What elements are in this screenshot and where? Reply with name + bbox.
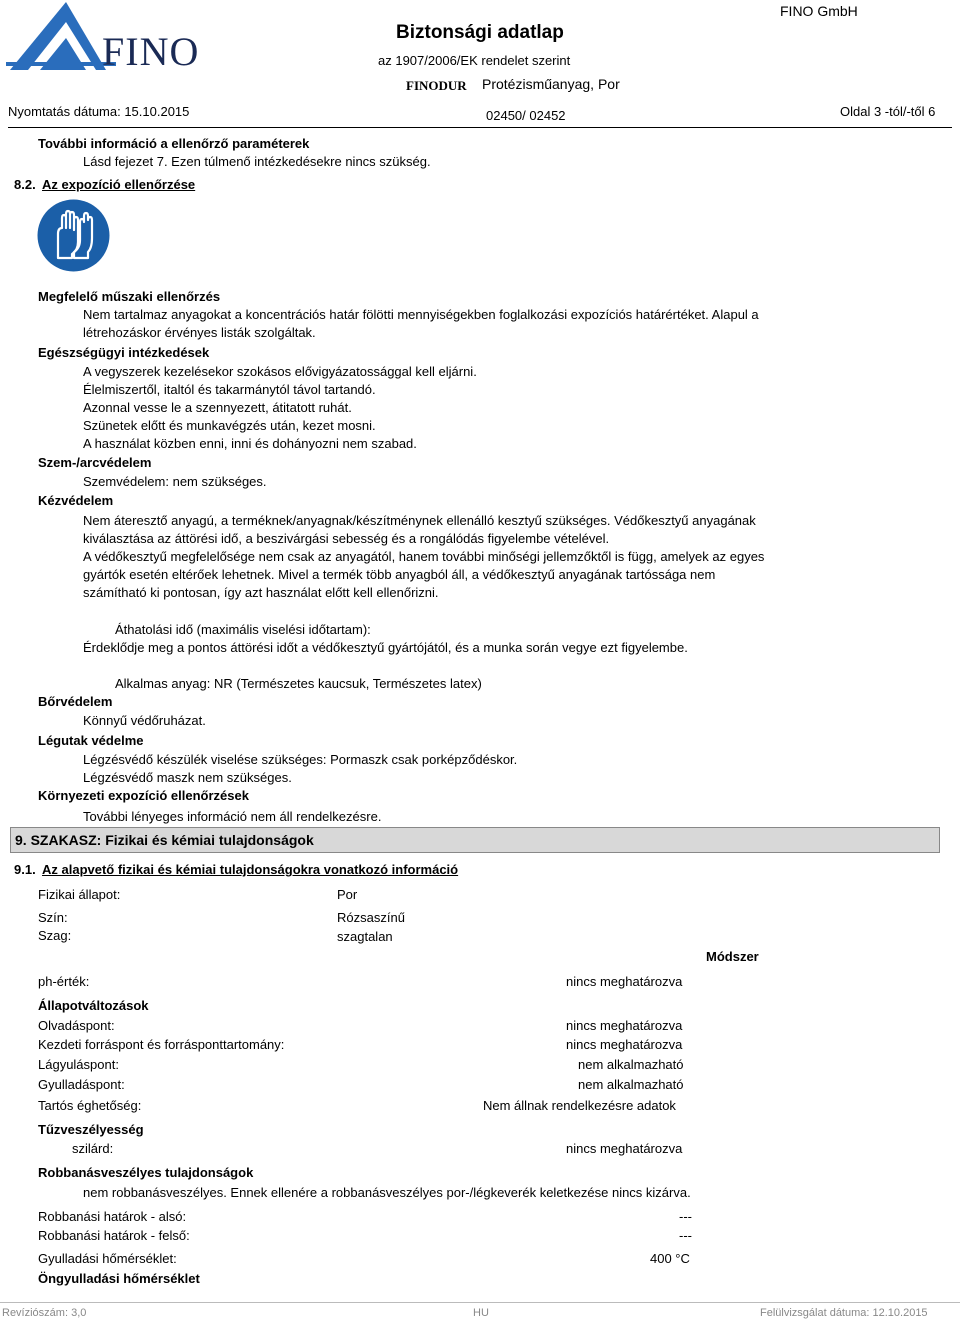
- technical-controls-text-2: létrehozáskor érvényes listák szolgáltak.: [83, 325, 316, 340]
- technical-controls-text-1: Nem tartalmaz anyagokat a koncentrációs határ fölötti mennyiségekben foglalkozási expozíciós határértéket. Alapul a: [83, 307, 759, 322]
- company-logo: [6, 0, 206, 72]
- boiling-point-label: Kezdeti forráspont és forrásponttartomány:: [38, 1037, 285, 1052]
- respiratory-line-1: Légzésvédő készülék viselése szükséges: Pormaszk csak porképződéskor.: [83, 752, 518, 767]
- solid-label: szilárd:: [72, 1141, 114, 1156]
- upper-limit-label: Robbanási határok - felső:: [38, 1228, 190, 1243]
- sustained-combustion-label: Tartós éghetőség:: [38, 1098, 142, 1113]
- eye-protection-text: Szemvédelem: nem szükséges.: [83, 474, 267, 489]
- subsection-number: 8.2.: [14, 177, 36, 192]
- page-number: Oldal 3 -tól/-től 6: [840, 104, 936, 119]
- ignition-temp-label: Gyulladási hőmérséklet:: [38, 1251, 177, 1266]
- hygiene-heading: Egészségügyi intézkedések: [38, 345, 210, 360]
- explosive-heading: Robbanásveszélyes tulajdonságok: [38, 1165, 254, 1180]
- hand-protection-line: gyártók esetén eltérőek lehetnek. Mivel a termék több anyagból áll, a védőkesztyű anyagának tartóssága nem: [83, 567, 716, 582]
- method-column-header: Módszer: [706, 949, 759, 964]
- product-code: 02450/ 02452: [486, 108, 566, 123]
- explosive-text: nem robbanásveszélyes. Ennek ellenére a robbanásveszélyes por-/légkeverék keletkezése nincs kizárva.: [83, 1185, 691, 1200]
- subsection-9-1-number: 9.1.: [14, 862, 36, 877]
- autoignition-heading: Öngyulladási hőmérséklet: [38, 1271, 200, 1286]
- hand-protection-line: számítható ki pontosan, így azt használat előtt kell ellenőrizni.: [83, 585, 439, 600]
- eye-protection-heading: Szem-/arcvédelem: [38, 455, 152, 470]
- hand-protection-line: Nem áteresztő anyagú, a terméknek/anyagnak/készítménynek ellenálló kesztyű szükséges. Védőkesztyű anyagának: [83, 513, 756, 528]
- footer-divider: [0, 1302, 960, 1303]
- physical-state-label: Fizikai állapot:: [38, 887, 121, 902]
- hygiene-line: A vegyszerek kezelésekor szokásos elővigyázatossággal kell eljárni.: [83, 364, 477, 379]
- control-parameters-heading: További információ a ellenőrző paraméterek: [38, 136, 310, 151]
- skin-protection-heading: Bőrvédelem: [38, 694, 113, 709]
- review-date: Felülvizsgálat dátuma: 12.10.2015: [760, 1307, 928, 1319]
- physical-state-value: Por: [337, 887, 358, 902]
- protective-gloves-icon: [36, 198, 111, 273]
- skin-protection-text: Könnyű védőruházat.: [83, 713, 206, 728]
- header-divider: [8, 127, 952, 128]
- lower-limit-value: ---: [679, 1209, 692, 1224]
- subsection-9-1-title: Az alapvető fizikai és kémiai tulajdonságokra vonatkozó információ: [42, 862, 459, 877]
- technical-controls-heading: Megfelelő műszaki ellenőrzés: [38, 289, 221, 304]
- upper-limit-value: ---: [679, 1228, 692, 1243]
- flash-point-value: nem alkalmazható: [578, 1077, 684, 1092]
- respiratory-heading: Légutak védelme: [38, 733, 144, 748]
- environmental-text: További lényeges információ nem áll rendelkezésre.: [83, 809, 382, 824]
- ignition-temp-value: 400 °C: [650, 1251, 690, 1266]
- glove-material: Alkalmas anyag: NR (Természetes kaucsuk, Természetes latex): [115, 676, 482, 691]
- ph-value: nincs meghatározva: [566, 974, 683, 989]
- odor-label: Szag:: [38, 928, 72, 943]
- melting-point-label: Olvadáspont:: [38, 1018, 115, 1033]
- ph-label: ph-érték:: [38, 974, 90, 989]
- hygiene-line: Azonnal vesse le a szennyezett, átitatott ruhát.: [83, 400, 352, 415]
- lower-limit-label: Robbanási határok - alsó:: [38, 1209, 187, 1224]
- company-name: FINO GmbH: [780, 3, 858, 19]
- solid-value: nincs meghatározva: [566, 1141, 683, 1156]
- softening-point-label: Lágyuláspont:: [38, 1057, 119, 1072]
- melting-point-value: nincs meghatározva: [566, 1018, 683, 1033]
- section-9-title: 9. SZAKASZ: Fizikai és kémiai tulajdonságok: [15, 832, 314, 848]
- breakthrough-label: Áthatolási idő (maximális viselési időtartam):: [115, 622, 371, 637]
- odor-value: szagtalan: [337, 929, 393, 944]
- breakthrough-text: Érdeklődje meg a pontos áttörési időt a védőkesztyű gyártójától, és a munka során vegye ezt figyelembe.: [83, 640, 688, 655]
- product-name: Protézisműanyag, Por: [482, 76, 620, 92]
- color-label: Szín:: [38, 910, 68, 925]
- flash-point-label: Gyulladáspont:: [38, 1077, 125, 1092]
- state-change-heading: Állapotváltozások: [38, 998, 149, 1013]
- section-9-bar: [10, 827, 940, 853]
- regulation-text: az 1907/2006/EK rendelet szerint: [378, 53, 571, 68]
- print-date: Nyomtatás dátuma: 15.10.2015: [8, 104, 190, 119]
- flammability-heading: Tűzveszélyesség: [38, 1122, 144, 1137]
- hand-protection-line: A védőkesztyű megfelelősége nem csak az anyagától, hanem további minőségi jellemzőktől is függ, amelyek az egyes: [83, 549, 765, 564]
- boiling-point-value: nincs meghatározva: [566, 1037, 683, 1052]
- softening-point-value: nem alkalmazható: [578, 1057, 684, 1072]
- brand-name: FINODUR: [406, 78, 467, 93]
- respiratory-line-2: Légzésvédő maszk nem szükséges.: [83, 770, 292, 785]
- language-code: HU: [473, 1307, 489, 1319]
- revision-number: Revíziószám: 3,0: [2, 1307, 87, 1319]
- hygiene-line: Szünetek előtt és munkavégzés után, kezet mosni.: [83, 418, 376, 433]
- control-parameters-text: Lásd fejezet 7. Ezen túlmenő intézkedésekre nincs szükség.: [83, 154, 431, 169]
- sustained-combustion-value: Nem állnak rendelkezésre adatok: [483, 1098, 676, 1113]
- color-value: Rózsaszínű: [337, 910, 405, 925]
- hand-protection-heading: Kézvédelem: [38, 493, 114, 508]
- logo-text: FINO: [102, 29, 200, 74]
- hygiene-line: A használat közben enni, inni és dohányozni nem szabad.: [83, 436, 417, 451]
- subsection-title: Az expozíció ellenőrzése: [42, 177, 196, 192]
- environmental-heading: Környezeti expozíció ellenőrzések: [38, 788, 249, 803]
- hand-protection-line: kiválasztása az áttörési idő, a beszivárgási sebesség és a rongálódás figyelembe vételével.: [83, 531, 610, 546]
- hygiene-line: Élelmiszertől, italtól és takarmánytól távol tartandó.: [83, 382, 376, 397]
- document-title: Biztonsági adatlap: [396, 22, 564, 43]
